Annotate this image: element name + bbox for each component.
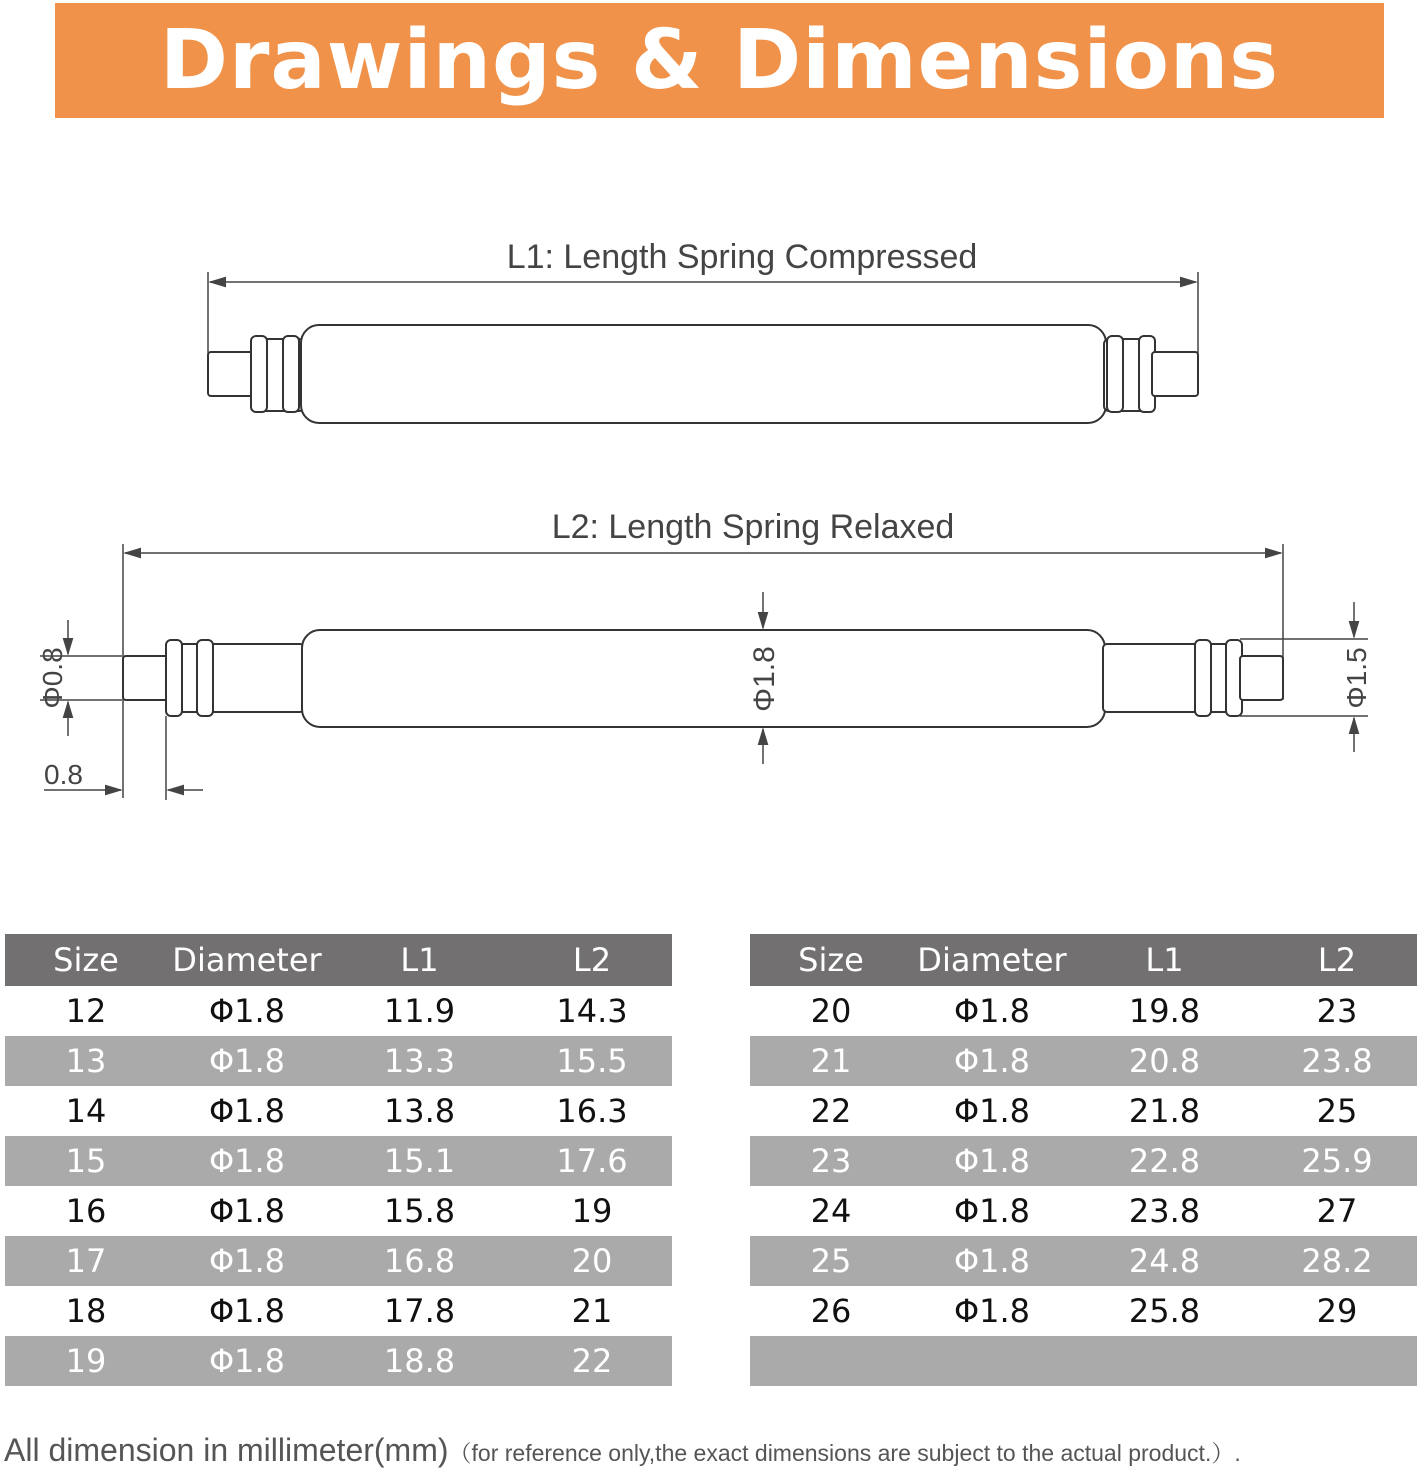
l2-tip-left bbox=[123, 656, 169, 700]
l1-collar-left-1 bbox=[251, 336, 267, 412]
cell-l1: 19.8 bbox=[1128, 992, 1201, 1030]
header-diameter: Diameter bbox=[167, 934, 327, 986]
cell-diameter: Φ1.8 bbox=[912, 1036, 1072, 1086]
page-title: Drawings & Dimensions bbox=[159, 13, 1280, 108]
cell-l1: 15.1 bbox=[327, 1136, 512, 1186]
cell-diameter: Φ1.8 bbox=[953, 992, 1031, 1030]
table-row bbox=[750, 986, 1417, 1036]
cell-l2: 21 bbox=[571, 1292, 613, 1330]
cell-l1: 21.8 bbox=[1128, 1092, 1201, 1130]
header-l1: L1 bbox=[327, 934, 512, 986]
cell-l1: 16.8 bbox=[327, 1236, 512, 1286]
table-row bbox=[750, 1236, 1417, 1286]
cell-l2: 14.3 bbox=[556, 992, 628, 1030]
cell-size: 19 bbox=[5, 1336, 167, 1386]
table-row bbox=[5, 1236, 672, 1286]
cell-size: 12 bbox=[65, 992, 107, 1030]
cell-size: 15 bbox=[5, 1136, 167, 1186]
cell-l2: 15.5 bbox=[512, 1036, 672, 1086]
l2-tip-right bbox=[1240, 656, 1283, 700]
table-row bbox=[750, 1336, 1417, 1386]
table-row bbox=[750, 1036, 1417, 1086]
cell-size: 18 bbox=[65, 1292, 107, 1330]
l2-body bbox=[302, 630, 1105, 727]
cell-l2: 28.2 bbox=[1257, 1236, 1417, 1286]
cell-diameter: Φ1.8 bbox=[953, 1192, 1031, 1230]
header-l2: L2 bbox=[512, 934, 672, 986]
cell-size: 21 bbox=[750, 1036, 912, 1086]
footnote-main: All dimension in millimeter(mm) bbox=[4, 1432, 449, 1468]
size-table-left bbox=[5, 934, 672, 1386]
table-row bbox=[750, 1136, 1417, 1186]
table-row bbox=[5, 1036, 672, 1086]
cell-size: 22 bbox=[810, 1092, 852, 1130]
cell-size: 13 bbox=[5, 1036, 167, 1086]
cell-l1: 11.9 bbox=[383, 992, 456, 1030]
header-size: Size bbox=[750, 934, 912, 986]
header-size: Size bbox=[5, 934, 167, 986]
cell-l1: 13.3 bbox=[327, 1036, 512, 1086]
cell-l1: 25.8 bbox=[1128, 1292, 1201, 1330]
l2-collar-right-1 bbox=[1195, 640, 1211, 716]
cell-diameter: Φ1.8 bbox=[912, 1236, 1072, 1286]
cell-size: 16 bbox=[65, 1192, 107, 1230]
table-header bbox=[5, 934, 672, 986]
cell-l1: 22.8 bbox=[1072, 1136, 1257, 1186]
cell-size: 17 bbox=[5, 1236, 167, 1286]
cell-diameter: Φ1.8 bbox=[953, 1092, 1031, 1130]
header-diameter: Diameter bbox=[912, 934, 1072, 986]
cell-l2: 25.9 bbox=[1257, 1136, 1417, 1186]
table-row bbox=[5, 1086, 672, 1136]
cell-diameter: Φ1.8 bbox=[208, 1092, 286, 1130]
l1-tip-right bbox=[1152, 352, 1198, 396]
l2-shoulder-right bbox=[1103, 644, 1238, 712]
table-row bbox=[750, 1086, 1417, 1136]
cell-diameter: Φ1.8 bbox=[167, 1236, 327, 1286]
relaxed-bar bbox=[123, 544, 1283, 798]
cell-l2: 29 bbox=[1316, 1292, 1358, 1330]
cell-l2: 16.3 bbox=[556, 1092, 628, 1130]
cell-l2: 19 bbox=[571, 1192, 613, 1230]
cell-l1: 23.8 bbox=[1128, 1192, 1201, 1230]
cell-l1: 13.8 bbox=[383, 1092, 456, 1130]
cell-size: 23 bbox=[750, 1136, 912, 1186]
cell-diameter: Φ1.8 bbox=[208, 1292, 286, 1330]
cell-l1: 24.8 bbox=[1072, 1236, 1257, 1286]
cell-l2: 25 bbox=[1316, 1092, 1358, 1130]
cell-diameter: Φ1.8 bbox=[167, 1036, 327, 1086]
cell-size: 20 bbox=[810, 992, 852, 1030]
shoulder-diameter-label: Φ1.5 bbox=[1341, 647, 1372, 709]
body-diameter-label: Φ1.8 bbox=[748, 646, 781, 712]
tip-diameter-label: Φ0.8 bbox=[37, 647, 68, 709]
cell-l1: 15.8 bbox=[383, 1192, 456, 1230]
size-table-right bbox=[750, 934, 1417, 1386]
footnote bbox=[4, 1432, 1241, 1469]
table-row bbox=[5, 1186, 672, 1236]
cell-l1: 18.8 bbox=[327, 1336, 512, 1386]
cell-l2: 17.6 bbox=[512, 1136, 672, 1186]
l1-body bbox=[301, 325, 1106, 423]
header-l2: L2 bbox=[1257, 934, 1417, 986]
cell-l1: 20.8 bbox=[1072, 1036, 1257, 1086]
table-row bbox=[5, 1336, 672, 1386]
cell-l2 bbox=[1257, 1336, 1417, 1386]
cell-l2: 22 bbox=[512, 1336, 672, 1386]
l1-label: L1: Length Spring Compressed bbox=[506, 238, 978, 276]
cell-l2: 23.8 bbox=[1257, 1036, 1417, 1086]
table-row bbox=[750, 1286, 1417, 1336]
cell-diameter: Φ1.8 bbox=[953, 1292, 1031, 1330]
compressed-bar bbox=[208, 272, 1198, 423]
cell-l1: 17.8 bbox=[383, 1292, 456, 1330]
cell-diameter: Φ1.8 bbox=[167, 1136, 327, 1186]
l1-collar-right-1 bbox=[1107, 336, 1123, 412]
l2-shoulder-left bbox=[169, 644, 304, 712]
table-row bbox=[5, 986, 672, 1036]
cell-size: 24 bbox=[810, 1192, 852, 1230]
cell-size bbox=[750, 1336, 912, 1386]
header-l1: L1 bbox=[1072, 934, 1257, 986]
cell-diameter: Φ1.8 bbox=[208, 1192, 286, 1230]
cell-diameter: Φ1.8 bbox=[208, 992, 286, 1030]
l1-collar-left-2 bbox=[283, 336, 299, 412]
cell-l2: 23 bbox=[1316, 992, 1358, 1030]
cell-size: 14 bbox=[65, 1092, 107, 1130]
cell-diameter: Φ1.8 bbox=[167, 1336, 327, 1386]
table-row bbox=[5, 1286, 672, 1336]
table-header bbox=[750, 934, 1417, 986]
l2-collar-left-1 bbox=[166, 640, 182, 716]
l2-collar-left-2 bbox=[197, 640, 213, 716]
cell-diameter: Φ1.8 bbox=[912, 1136, 1072, 1186]
cell-l2: 27 bbox=[1316, 1192, 1358, 1230]
l1-tip-left bbox=[208, 352, 254, 396]
cell-diameter bbox=[912, 1336, 1072, 1386]
table-row bbox=[5, 1136, 672, 1186]
footnote-sub: （for reference only,the exact dimensions are subject to the actual product.）. bbox=[448, 1440, 1241, 1466]
table-row bbox=[750, 1186, 1417, 1236]
cell-l1 bbox=[1072, 1336, 1257, 1386]
tip-length-label: 0.8 bbox=[44, 759, 83, 790]
l2-label: L2: Length Spring Relaxed bbox=[551, 508, 955, 546]
cell-size: 25 bbox=[750, 1236, 912, 1286]
cell-l2: 20 bbox=[512, 1236, 672, 1286]
cell-size: 26 bbox=[810, 1292, 852, 1330]
